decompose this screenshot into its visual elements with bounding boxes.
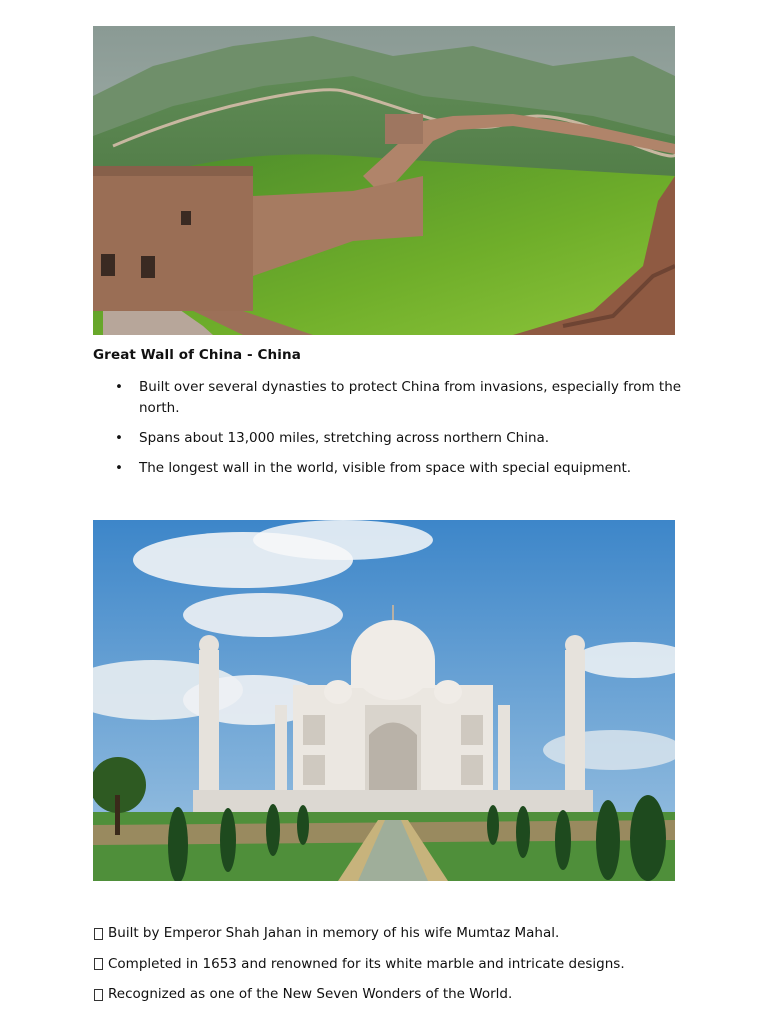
list-item: • Built over several dynasties to protect China from invasions, especially from the north. (93, 377, 683, 419)
list-item-text: Built by Emperor Shah Jahan in memory of his wife Mumtaz Mahal. (108, 925, 560, 941)
photo-caption: Great Wall of China - China (93, 347, 301, 363)
taj-mahal-photo (93, 520, 675, 881)
taj-mahal-facts-list (93, 923, 693, 1015)
missing-glyph-box-icon (94, 958, 103, 970)
list-item-text: Recognized as one of the New Seven Wonders of the World. (108, 986, 513, 1002)
great-wall-photo (93, 26, 675, 335)
list-item (93, 984, 693, 1005)
list-item (93, 954, 693, 975)
list-item (93, 923, 693, 944)
great-wall-facts-list (93, 377, 683, 488)
list-item: • Spans about 13,000 miles, stretching across northern China. (93, 428, 683, 449)
missing-glyph-box-icon (94, 928, 103, 940)
list-item-text: Completed in 1653 and renowned for its white marble and intricate designs. (108, 955, 625, 972)
list-item: • The longest wall in the world, visible from space with special equipment. (93, 458, 683, 479)
missing-glyph-box-icon (94, 989, 103, 1001)
